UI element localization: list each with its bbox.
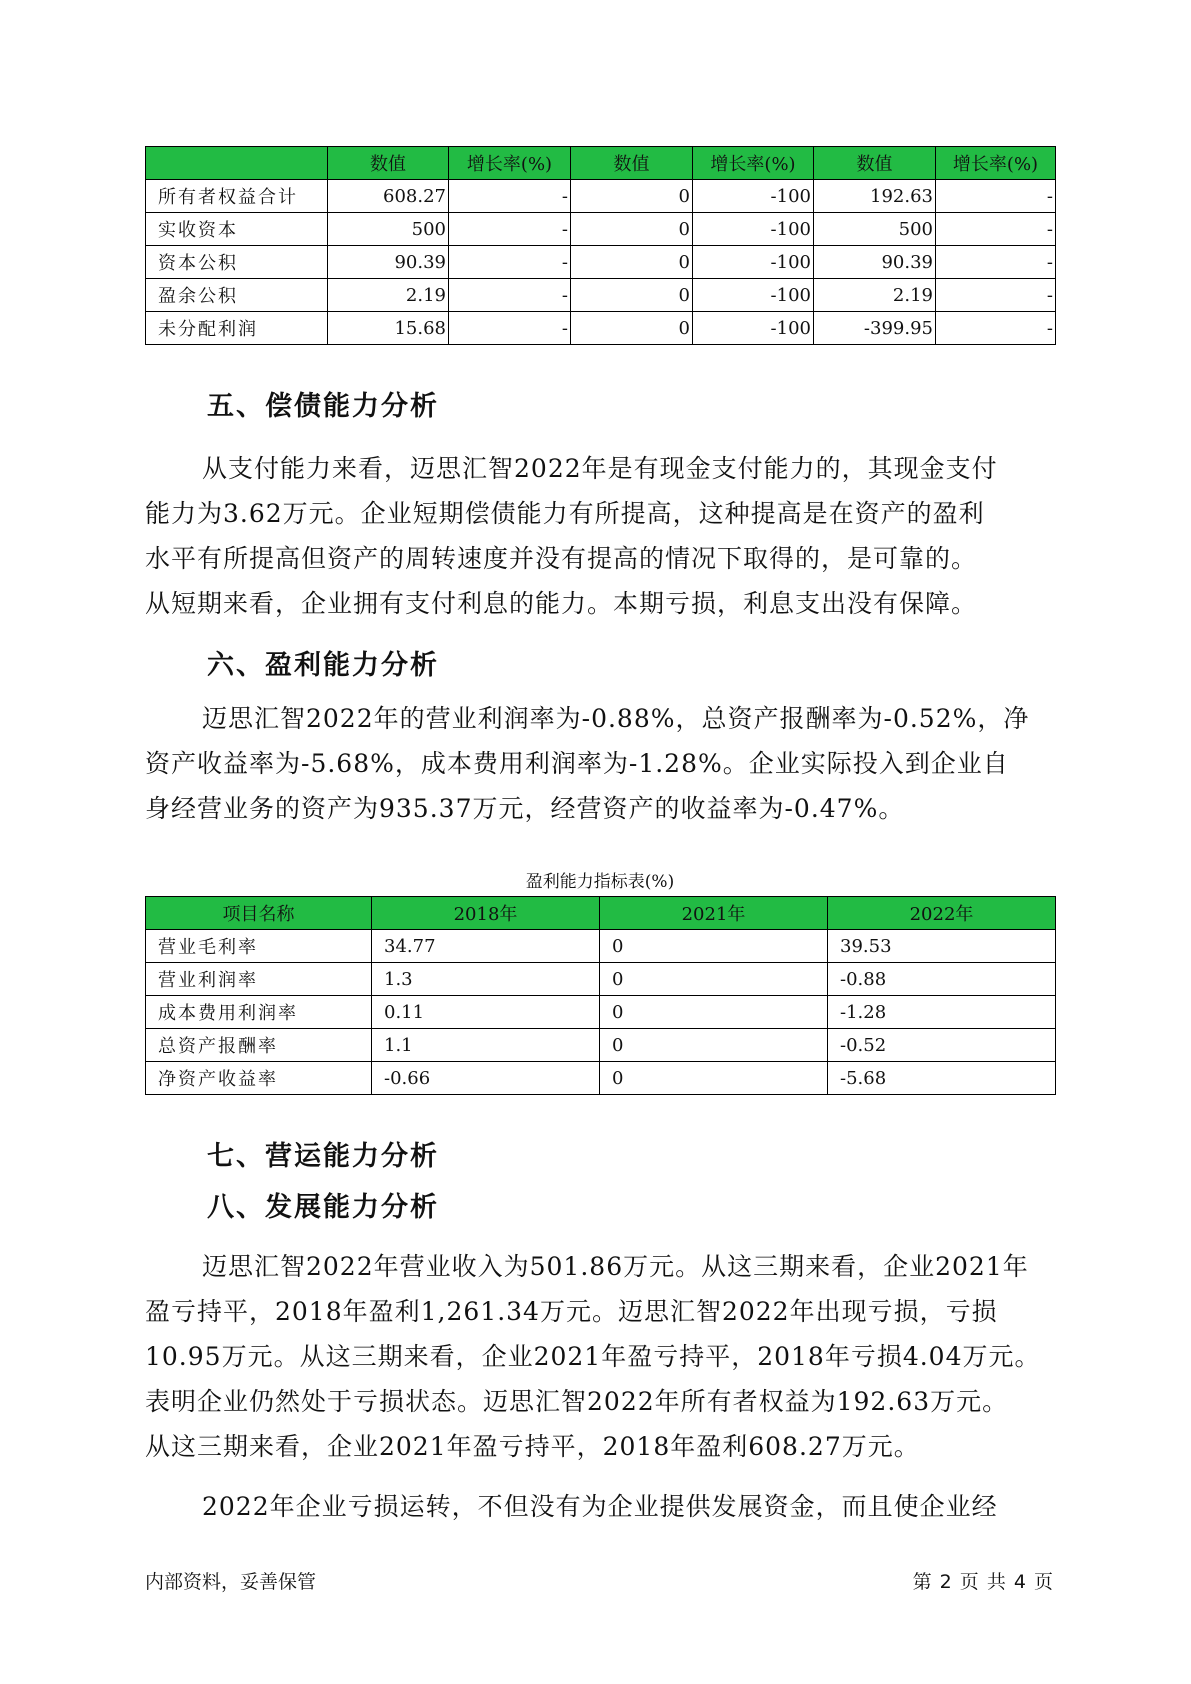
row-label: 实收资本 [146, 213, 328, 246]
table-cell: - [936, 180, 1056, 213]
table-cell: -100 [693, 312, 814, 345]
table-cell: -5.68 [828, 1062, 1056, 1095]
table-cell: 1.1 [372, 1029, 600, 1062]
table-cell: -100 [693, 279, 814, 312]
table-cell: - [936, 312, 1056, 345]
table-header-cell: 增长率(%) [449, 147, 571, 180]
table-cell: 0 [600, 963, 828, 996]
table-cell: -0.66 [372, 1062, 600, 1095]
row-label: 成本费用利润率 [146, 996, 372, 1029]
table-cell: 90.39 [328, 246, 449, 279]
text-line: 迈思汇智2022年的营业利润率为-0.88%，总资产报酬率为-0.52%，净 [202, 704, 1030, 733]
section-heading-development: 八、发展能力分析 [207, 1192, 439, 1223]
table-header-cell: 增长率(%) [936, 147, 1056, 180]
table-cell: 500 [814, 213, 936, 246]
table-cell: 0 [571, 180, 693, 213]
profitability-indicator-table [145, 896, 1056, 1095]
text-line: 10.95万元。从这三期来看，企业2021年盈亏持平，2018年亏损4.04万元。 [145, 1342, 1041, 1371]
table-cell: - [449, 180, 571, 213]
table-cell: 39.53 [828, 930, 1056, 963]
table-header-row [146, 147, 1056, 180]
text-line: 从这三期来看，企业2021年盈亏持平，2018年盈利608.27万元。 [145, 1432, 920, 1461]
row-label: 资本公积 [146, 246, 328, 279]
table-cell: -0.52 [828, 1029, 1056, 1062]
table-cell: 15.68 [328, 312, 449, 345]
row-label: 盈余公积 [146, 279, 328, 312]
paragraph-profitability [145, 696, 1057, 831]
owner-equity-table [145, 146, 1056, 345]
table-cell: 0 [571, 213, 693, 246]
table-row [146, 930, 1056, 963]
table-cell: - [936, 279, 1056, 312]
table-row [146, 1029, 1056, 1062]
text-line: 2022年企业亏损运转，不但没有为企业提供发展资金，而且使企业经 [202, 1492, 998, 1521]
table-cell: 608.27 [328, 180, 449, 213]
table-row [146, 1062, 1056, 1095]
table-cell: 0.11 [372, 996, 600, 1029]
table-row [146, 279, 1056, 312]
table-cell: - [449, 312, 571, 345]
table-cell: 500 [328, 213, 449, 246]
text-line: 迈思汇智2022年营业收入为501.86万元。从这三期来看，企业2021年 [202, 1252, 1029, 1281]
table-header-cell [146, 147, 328, 180]
section-heading-profitability: 六、盈利能力分析 [207, 650, 439, 681]
table-cell: 34.77 [372, 930, 600, 963]
text-line: 身经营业务的资产为935.37万元，经营资产的收益率为-0.47%。 [145, 794, 905, 823]
table-cell: 2.19 [328, 279, 449, 312]
text-line: 能力为3.62万元。企业短期偿债能力有所提高，这种提高是在资产的盈利 [145, 499, 985, 528]
table-caption: 盈利能力指标表(%) [525, 872, 675, 892]
table-row [146, 312, 1056, 345]
text-line: 表明企业仍然处于亏损状态。迈思汇智2022年所有者权益为192.63万元。 [145, 1387, 1009, 1416]
table-row [146, 996, 1056, 1029]
table-header-cell: 2018年 [372, 897, 600, 930]
table-row [146, 963, 1056, 996]
text-line: 盈亏持平，2018年盈利1,261.34万元。迈思汇智2022年出现亏损，亏损 [145, 1297, 998, 1326]
row-label: 总资产报酬率 [146, 1029, 372, 1062]
table-row [146, 213, 1056, 246]
table-header-cell: 2022年 [828, 897, 1056, 930]
table-cell: -100 [693, 246, 814, 279]
section-heading-operations: 七、营运能力分析 [207, 1141, 439, 1172]
table-cell: - [936, 246, 1056, 279]
table-cell: -100 [693, 180, 814, 213]
text-line: 资产收益率为-5.68%，成本费用利润率为-1.28%。企业实际投入到企业自 [145, 749, 1009, 778]
row-label: 营业利润率 [146, 963, 372, 996]
table-cell: 1.3 [372, 963, 600, 996]
table-cell: 0 [571, 279, 693, 312]
text-line: 从短期来看，企业拥有支付利息的能力。本期亏损，利息支出没有保障。 [145, 589, 978, 618]
table-cell: - [936, 213, 1056, 246]
table-header-cell: 增长率(%) [693, 147, 814, 180]
footer-page-number: 第 2 页 共 4 页 [912, 1571, 1054, 1593]
table-cell: 0 [600, 930, 828, 963]
text-line: 水平有所提高但资产的周转速度并没有提高的情况下取得的，是可靠的。 [145, 544, 978, 573]
table-header-cell: 数值 [571, 147, 693, 180]
table-cell: -100 [693, 213, 814, 246]
table-cell: -399.95 [814, 312, 936, 345]
table-cell: 192.63 [814, 180, 936, 213]
row-label: 所有者权益合计 [146, 180, 328, 213]
paragraph-solvency [145, 446, 1057, 626]
row-label: 营业毛利率 [146, 930, 372, 963]
text-line: 从支付能力来看，迈思汇智2022年是有现金支付能力的，其现金支付 [202, 454, 998, 483]
table-cell: 90.39 [814, 246, 936, 279]
table-header-row [146, 897, 1056, 930]
table-cell: 0 [600, 996, 828, 1029]
table-header-cell: 数值 [328, 147, 449, 180]
table-cell: - [449, 213, 571, 246]
table-cell: -0.88 [828, 963, 1056, 996]
footer-confidential-note: 内部资料，妥善保管 [145, 1571, 317, 1593]
table-cell: - [449, 279, 571, 312]
table-cell: 0 [571, 246, 693, 279]
table-cell: 0 [600, 1062, 828, 1095]
table-cell: 0 [571, 312, 693, 345]
table-cell: 0 [600, 1029, 828, 1062]
table-row [146, 246, 1056, 279]
section-heading-solvency: 五、偿债能力分析 [207, 391, 439, 422]
table-cell: 2.19 [814, 279, 936, 312]
table-header-cell: 2021年 [600, 897, 828, 930]
paragraph-development-continued [145, 1484, 1057, 1529]
table-cell: - [449, 246, 571, 279]
table-row [146, 180, 1056, 213]
table-cell: -1.28 [828, 996, 1056, 1029]
paragraph-development [145, 1244, 1057, 1469]
row-label: 未分配利润 [146, 312, 328, 345]
table-header-cell: 数值 [814, 147, 936, 180]
table-header-cell: 项目名称 [146, 897, 372, 930]
row-label: 净资产收益率 [146, 1062, 372, 1095]
